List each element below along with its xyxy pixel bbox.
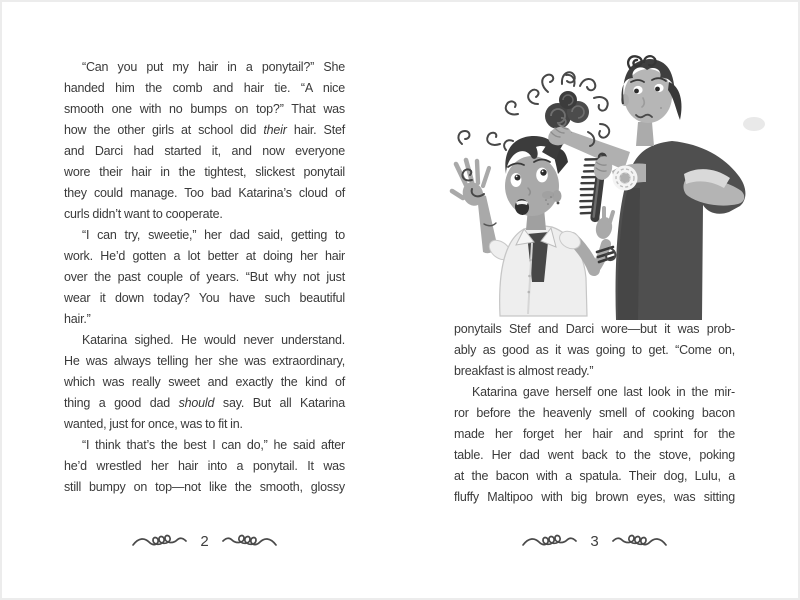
text-line: ror before the heavenly smell of cooking bacon — [454, 406, 735, 420]
text-line: “I can try, sweetie,” her dad said, getting to — [82, 228, 345, 242]
text-line: and Darci had started it, and now everyone — [64, 144, 345, 158]
text-line: he’d wrestled her hair into a ponytail. It was — [64, 459, 345, 473]
page-number: 2 — [200, 532, 209, 550]
paragraph — [454, 382, 735, 508]
illustration-svg — [448, 28, 790, 320]
text-line: they could manage. Too bad Katarina’s cloud of — [64, 186, 345, 200]
text-line: ably as good as it was going to get. “Come on, — [454, 343, 735, 357]
flourish-right-ornament — [220, 530, 278, 552]
flourish-left-ornament — [521, 530, 579, 552]
text-line: at the bacon with a spatula. Their dog, Lulu, a — [454, 469, 735, 483]
text-line: still bumpy on top—not like the smooth, glossy — [64, 480, 345, 494]
paragraph — [64, 57, 345, 225]
text-line: “I think that’s the best I can do,” he said after — [82, 438, 345, 452]
text-line: hair.” — [64, 312, 91, 326]
text-line: how the other girls at school did their hair. Stef — [64, 123, 345, 137]
paragraph — [454, 319, 735, 382]
text-line: wore their hair in the tightest, slickest ponytail — [64, 165, 345, 179]
illustration-dad-combing-girls-hair — [448, 28, 790, 320]
text-line: work. He’d gotten a lot better at doing her hair — [64, 249, 345, 263]
text-line: breakfast is almost ready.” — [454, 364, 594, 378]
text-line: He was always telling her she was extraordinary, — [64, 354, 345, 368]
text-line: made her forget her hair and sprint for the — [454, 427, 735, 441]
page-footer-left — [64, 528, 345, 554]
text-line: ponytails Stef and Darci wore—but it was prob- — [454, 322, 735, 336]
text-line: curls didn’t want to cooperate. — [64, 207, 223, 221]
page-number: 3 — [590, 532, 599, 550]
text-line: thing a good dad should say. But all Katarina — [64, 396, 345, 410]
text-line: over the past couple of years. “But why not just — [64, 270, 345, 284]
paragraph — [64, 435, 345, 498]
flourish-right-ornament — [610, 530, 668, 552]
text-line: which was really sweet and exactly the kind of — [64, 375, 345, 389]
girl-figure — [452, 130, 614, 316]
text-line: Katarina gave herself one last look in the mir- — [472, 385, 735, 399]
background-smudge — [743, 117, 765, 131]
text-line: Katarina sighed. He would never understand. — [82, 333, 345, 347]
text-line: smooth one with no bumps on top?” That was — [64, 102, 345, 116]
paragraph — [64, 330, 345, 435]
text-line: fluffy Maltipoo with big brown eyes, was sitting — [454, 490, 735, 504]
hair-bun — [545, 91, 589, 129]
paragraph — [64, 225, 345, 330]
text-line: handed him the comb and hair tie. “A nice — [64, 81, 345, 95]
book-page-left-text — [64, 57, 345, 498]
page-footer-right — [454, 528, 735, 554]
text-line: table. Her dad went back to the stove, poking — [454, 448, 735, 462]
book-page-right-text — [454, 319, 735, 508]
text-line: wear it down today? You have such beautiful — [64, 291, 345, 305]
text-line: wanted, just for once, was to fit in. — [64, 417, 243, 431]
flourish-left-ornament — [131, 530, 189, 552]
text-line: “Can you put my hair in a ponytail?” She — [82, 60, 345, 74]
